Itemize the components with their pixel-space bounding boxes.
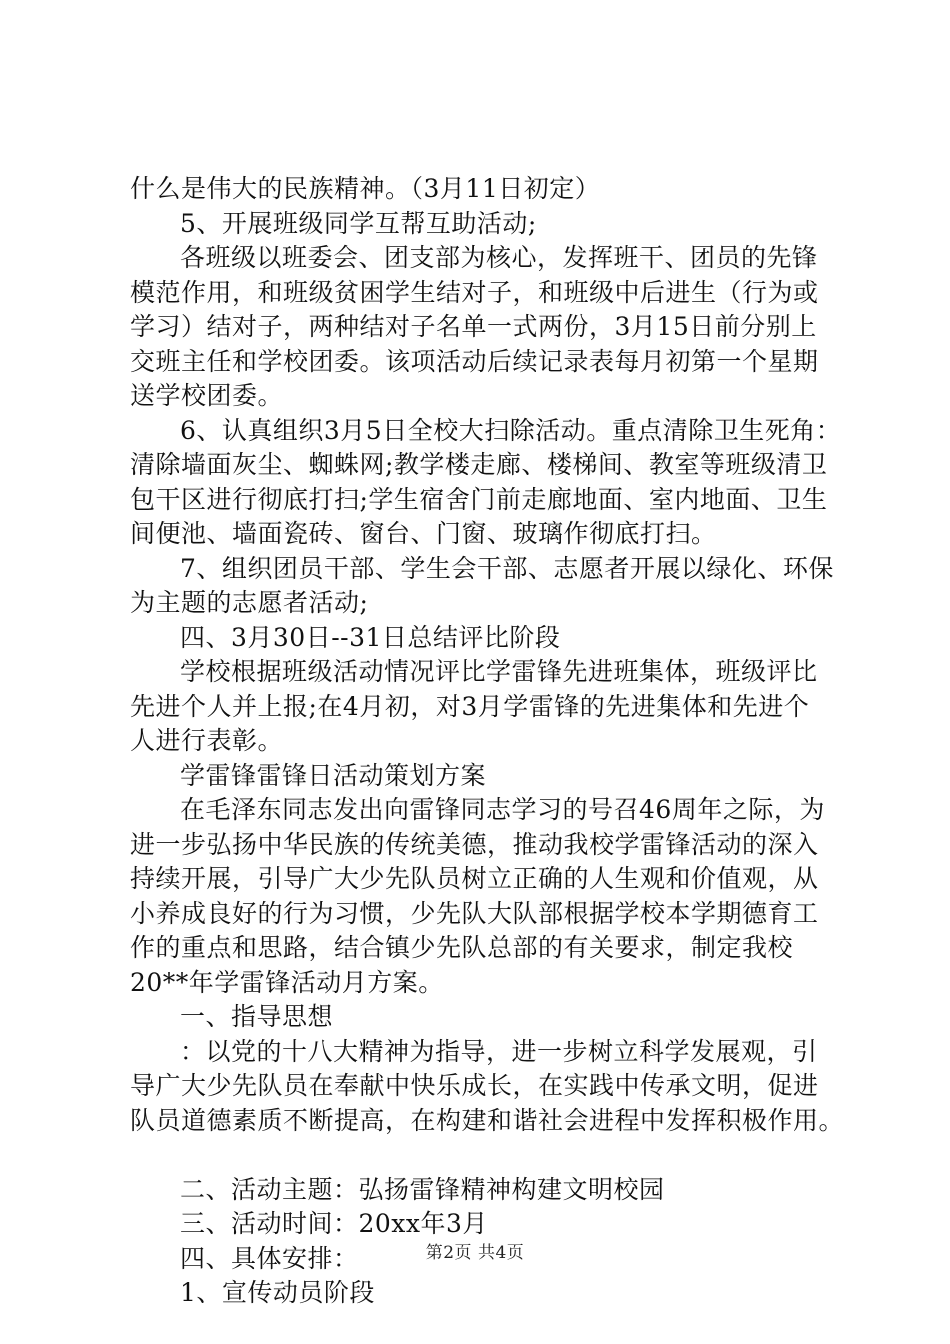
paragraph-line: 学校根据班级活动情况评比学雷锋先进班集体，班级评比 xyxy=(180,657,818,686)
section-heading: 三、活动时间：20xx年3月 xyxy=(180,1209,488,1238)
paragraph-line: 清除墙面灰尘、蜘蛛网;教学楼走廊、楼梯间、教室等班级清卫 xyxy=(130,450,828,479)
paragraph-line: 导广大少先队员在奉献中快乐成长，在实践中传承文明，促进 xyxy=(130,1071,819,1100)
paragraph-line: 为主题的志愿者活动; xyxy=(130,588,369,617)
document-title: 学雷锋雷锋日活动策划方案 xyxy=(180,760,487,790)
paragraph-line: 20**年学雷锋活动月方案。 xyxy=(130,967,444,997)
paragraph-line: ：以党的十八大精神为指导，进一步树立科学发展观，引 xyxy=(180,1036,818,1066)
paragraph-line: 学习）结对子，两种结对子名单一式两份，3月15日前分别上 xyxy=(130,312,817,341)
paragraph-line: 在毛泽东同志发出向雷锋同志学习的号召46周年之际，为 xyxy=(180,795,825,824)
paragraph-line: 小养成良好的行为习惯，少先队大队部根据学校本学期德育工 xyxy=(130,898,819,928)
list-item: 5、开展班级同学互帮互助活动; xyxy=(180,208,537,238)
paragraph-line: 各班级以班委会、团支部为核心，发挥班干、团员的先锋 xyxy=(180,243,818,272)
list-item: 1、宣传动员阶段 xyxy=(180,1278,375,1307)
section-heading: 二、活动主题：弘扬雷锋精神构建文明校园 xyxy=(180,1174,665,1204)
paragraph-line: 先进个人并上报;在4月初，对3月学雷锋的先进集体和先进个 xyxy=(130,691,810,721)
paragraph-line: 模范作用，和班级贫困学生结对子，和班级中后进生（行为或 xyxy=(130,277,819,307)
section-heading: 四、具体安排： xyxy=(180,1243,359,1273)
list-item: 7、组织团员干部、学生会干部、志愿者开展以绿化、环保 xyxy=(180,553,834,583)
page-number-footer: 第2页 共4页 xyxy=(425,1243,525,1263)
list-item: 6、认真组织3月5日全校大扫除活动。重点清除卫生死角： xyxy=(180,415,842,445)
paragraph-line: 作的重点和思路，结合镇少先队总部的有关要求，制定我校 xyxy=(130,933,794,962)
paragraph-line: 队员道德素质不断提高，在构建和谐社会进程中发挥积极作用。 xyxy=(130,1105,845,1135)
paragraph-line: 人进行表彰。 xyxy=(130,726,284,755)
paragraph-line: 什么是伟大的民族精神。（3月11日初定） xyxy=(130,174,601,203)
paragraph-line: 间便池、墙面瓷砖、窗台、门窗、玻璃作彻底打扫。 xyxy=(130,519,717,548)
section-heading: 一、指导思想 xyxy=(180,1002,334,1031)
paragraph-line: 持续开展，引导广大少先队员树立正确的人生观和价值观，从 xyxy=(130,864,819,893)
paragraph-line: 送学校团委。 xyxy=(130,381,284,410)
section-heading: 四、3月30日--31日总结评比阶段 xyxy=(180,622,561,652)
blank-line xyxy=(130,1138,850,1173)
document-body xyxy=(130,172,850,1311)
paragraph-line: 进一步弘扬中华民族的传统美德，推动我校学雷锋活动的深入 xyxy=(130,829,819,859)
paragraph-line: 包干区进行彻底打扫;学生宿舍门前走廊地面、室内地面、卫生 xyxy=(130,484,828,514)
paragraph-line: 交班主任和学校团委。该项活动后续记录表每月初第一个星期 xyxy=(130,346,819,376)
